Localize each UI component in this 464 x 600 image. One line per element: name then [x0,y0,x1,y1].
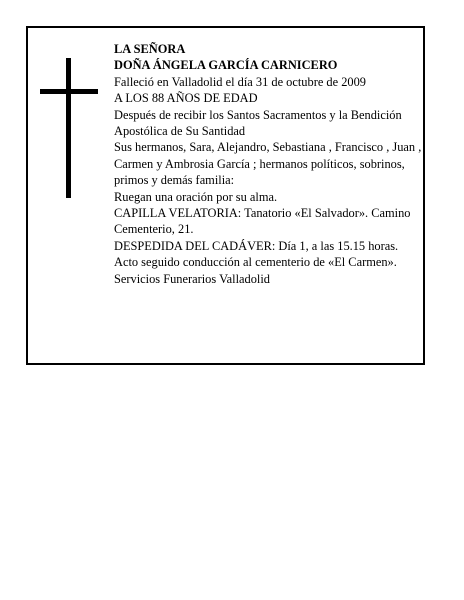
sacraments-text: Después de recibir los Santos Sacramentos y la Bendición Apostólica de Su Santidad [114,107,402,139]
cross-vertical-bar [66,58,71,198]
deceased-name: DOÑA ÁNGELA GARCÍA CARNICERO [114,58,338,73]
age-line: A LOS 88 AÑOS DE EDAD [114,91,258,106]
services-text: Servicios Funerarios Valladolid [114,271,271,286]
death-line: Falleció en Valladolid el día 31 de octubre de 2009 [114,74,366,89]
farewell-text: DESPEDIDA DEL CADÁVER: Día 1, a las 15.15 horas. Acto seguido conducción al cementerio de «El Carmen». [114,238,399,270]
family-text: Sus hermanos, Sara, Alejandro, Sebastiana , Francisco , Juan , Carmen y Ambrosia García ; hermanos políticos, sobrinos, primos y demás familia: [114,140,422,188]
obituary-notice [26,26,425,365]
notice-text [114,41,422,287]
prayer-text: Ruegan una oración por su alma. [114,189,278,204]
cross-horizontal-bar [40,89,98,94]
cross-icon [40,58,98,198]
chapel-text: CAPILLA VELATORIA: Tanatorio «El Salvador». Camino Cementerio, 21. [114,206,411,237]
notice-heading: LA SEÑORA [114,42,186,56]
